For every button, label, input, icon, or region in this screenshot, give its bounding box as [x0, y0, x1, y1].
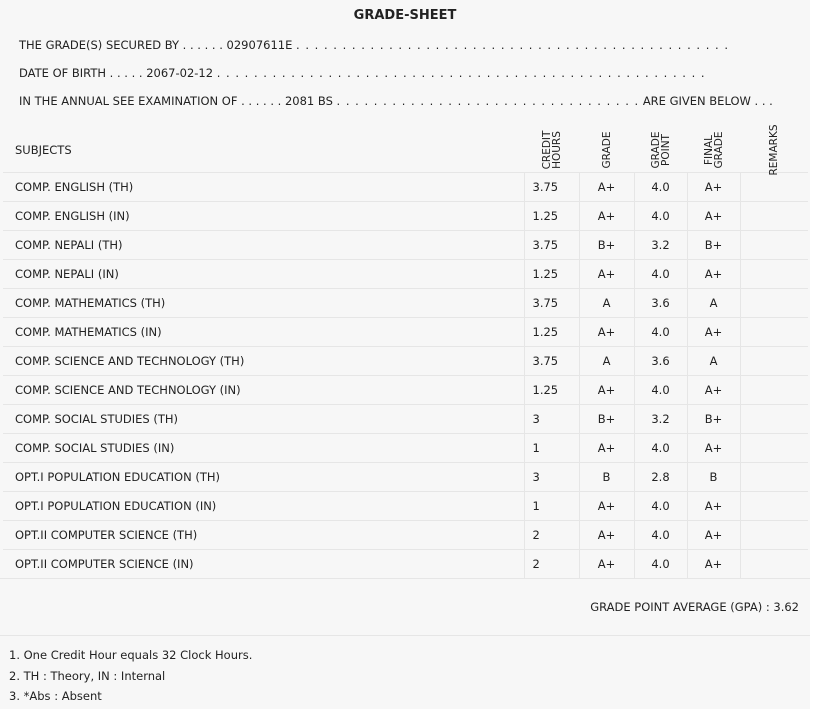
remarks-cell — [740, 491, 808, 520]
subject-cell: COMP. MATHEMATICS (IN) — [3, 317, 524, 346]
subject-cell: COMP. SCIENCE AND TECHNOLOGY (IN) — [3, 375, 524, 404]
remarks-cell — [740, 288, 808, 317]
final-grade-cell: A — [687, 288, 740, 317]
grade-cell: A+ — [579, 259, 634, 288]
date-of-birth-line — [19, 66, 706, 80]
grade-cell: A+ — [579, 549, 634, 578]
subject-cell: COMP. NEPALI (TH) — [3, 230, 524, 259]
table-row — [3, 549, 808, 578]
grade-cell: B — [579, 462, 634, 491]
final-grade-cell: A+ — [687, 172, 740, 201]
grade-point-cell: 4.0 — [634, 317, 687, 346]
table-row — [3, 259, 808, 288]
table-row — [3, 230, 808, 259]
subject-cell: OPT.I POPULATION EDUCATION (IN) — [3, 491, 524, 520]
remarks-cell — [740, 462, 808, 491]
grade-point-cell: 4.0 — [634, 259, 687, 288]
subject-cell: COMP. SOCIAL STUDIES (TH) — [3, 404, 524, 433]
grade-point-cell: 3.2 — [634, 230, 687, 259]
remarks-cell — [740, 375, 808, 404]
final-grade-cell: A+ — [687, 259, 740, 288]
grade-cell: A — [579, 346, 634, 375]
remarks-cell — [740, 201, 808, 230]
remarks-cell — [740, 172, 808, 201]
remarks-cell — [740, 317, 808, 346]
exam-dots: . . . . . . . . . . . . . . . . . . . . . . . . . . . . . . . . . — [336, 94, 640, 108]
final-grade-header: FINAL GRADE — [702, 131, 725, 169]
grades-table — [3, 124, 808, 578]
grade-point-cell: 4.0 — [634, 433, 687, 462]
table-header-row — [3, 128, 808, 172]
dob-label: DATE OF BIRTH . . . . . — [19, 66, 143, 80]
subject-cell: COMP. SOCIAL STUDIES (IN) — [3, 433, 524, 462]
final-grade-cell: A+ — [687, 317, 740, 346]
credit-hours-cell: 2 — [524, 549, 579, 578]
final-grade-cell: B+ — [687, 230, 740, 259]
table-row — [3, 201, 808, 230]
subjects-header: SUBJECTS — [15, 142, 72, 157]
credit-hours-cell: 1 — [524, 491, 579, 520]
table-row — [3, 520, 808, 549]
final-grade-cell: B+ — [687, 404, 740, 433]
grade-cell: A+ — [579, 520, 634, 549]
grade-cell: A+ — [579, 433, 634, 462]
table-row — [3, 404, 808, 433]
grade-point-cell: 3.6 — [634, 346, 687, 375]
grade-point-cell: 4.0 — [634, 375, 687, 404]
grade-point-cell: 2.8 — [634, 462, 687, 491]
remarks-cell — [740, 346, 808, 375]
grade-cell: A+ — [579, 375, 634, 404]
subject-cell: COMP. ENGLISH (TH) — [3, 172, 524, 201]
footnote: 1. One Credit Hour equals 32 Clock Hours. — [9, 648, 253, 662]
credit-hours-cell: 3 — [524, 462, 579, 491]
table-row — [3, 433, 808, 462]
secured-by-label: THE GRADE(S) SECURED BY . . . . . . — [19, 38, 223, 52]
final-grade-cell: A+ — [687, 549, 740, 578]
grade-cell: A+ — [579, 491, 634, 520]
table-row — [3, 375, 808, 404]
footnotes — [9, 645, 252, 707]
subject-cell: OPT.II COMPUTER SCIENCE (TH) — [3, 520, 524, 549]
grade-cell: A+ — [579, 172, 634, 201]
table-row — [3, 491, 808, 520]
credit-hours-cell: 3.75 — [524, 230, 579, 259]
credit-hours-cell: 1 — [524, 433, 579, 462]
secured-by-dots: . . . . . . . . . . . . . . . . . . . . . . . . . . . . . . . . . . . . . . . . . . . . . . . — [296, 38, 729, 52]
remarks-cell — [740, 433, 808, 462]
final-grade-cell: A+ — [687, 433, 740, 462]
credit-hours-cell: 1.25 — [524, 317, 579, 346]
grade-point-cell: 3.2 — [634, 404, 687, 433]
final-grade-cell: A+ — [687, 520, 740, 549]
subject-cell: COMP. MATHEMATICS (TH) — [3, 288, 524, 317]
grade-point-header: GRADE POINT — [649, 131, 672, 169]
remarks-cell — [740, 259, 808, 288]
final-grade-cell: A+ — [687, 491, 740, 520]
table-row — [3, 462, 808, 491]
page-title: GRADE-SHEET — [353, 8, 457, 23]
credit-hours-cell: 3.75 — [524, 346, 579, 375]
gpa-value: GRADE POINT AVERAGE (GPA) : 3.62 — [590, 600, 799, 614]
credit-hours-cell: 1.25 — [524, 375, 579, 404]
credit-hours-cell: 1.25 — [524, 259, 579, 288]
grade-point-cell: 4.0 — [634, 549, 687, 578]
credit-hours-cell: 1.25 — [524, 201, 579, 230]
remarks-header: REMARKS — [768, 124, 780, 176]
dob-dots: . . . . . . . . . . . . . . . . . . . . . . . . . . . . . . . . . . . . . . . . . . . . . . . . . . . . . — [216, 66, 706, 80]
subject-cell: COMP. SCIENCE AND TECHNOLOGY (TH) — [3, 346, 524, 375]
exam-year: 2081 BS — [284, 94, 333, 108]
subject-cell: COMP. NEPALI (IN) — [3, 259, 524, 288]
grade-point-cell: 3.6 — [634, 288, 687, 317]
secured-by-line — [19, 38, 729, 52]
final-grade-cell: A+ — [687, 201, 740, 230]
grade-cell: A+ — [579, 201, 634, 230]
remarks-cell — [740, 549, 808, 578]
grade-header: GRADE — [600, 131, 613, 169]
table-row — [3, 288, 808, 317]
grade-cell: B+ — [579, 404, 634, 433]
grade-point-cell: 4.0 — [634, 172, 687, 201]
grade-cell: A — [579, 288, 634, 317]
credit-hours-cell: 2 — [524, 520, 579, 549]
exam-label: IN THE ANNUAL SEE EXAMINATION OF . . . . . . — [19, 94, 282, 108]
symbol-number: 02907611E — [226, 38, 293, 52]
credit-hours-cell: 3.75 — [524, 288, 579, 317]
grade-point-cell: 4.0 — [634, 491, 687, 520]
table-row — [3, 172, 808, 201]
remarks-cell — [740, 230, 808, 259]
dob-value: 2067-02-12 — [146, 66, 214, 80]
subject-cell: COMP. ENGLISH (IN) — [3, 201, 524, 230]
remarks-cell — [740, 520, 808, 549]
final-grade-cell: A — [687, 346, 740, 375]
footnote: 2. TH : Theory, IN : Internal — [9, 668, 166, 683]
grade-point-cell: 4.0 — [634, 201, 687, 230]
credit-hours-cell: 3 — [524, 404, 579, 433]
gpa-section — [0, 578, 810, 636]
subject-cell: OPT.II COMPUTER SCIENCE (IN) — [3, 549, 524, 578]
table-row — [3, 346, 808, 375]
final-grade-cell: A+ — [687, 375, 740, 404]
examination-line — [19, 94, 773, 108]
credit-hours-cell: 3.75 — [524, 172, 579, 201]
grade-cell: A+ — [579, 317, 634, 346]
exam-suffix: ARE GIVEN BELOW . . . — [642, 94, 773, 108]
footnote: 3. *Abs : Absent — [9, 689, 102, 703]
credit-hours-header: CREDIT HOURS — [540, 130, 563, 170]
remarks-cell — [740, 404, 808, 433]
grade-cell: B+ — [579, 230, 634, 259]
final-grade-cell: B — [687, 462, 740, 491]
subject-cell: OPT.I POPULATION EDUCATION (TH) — [3, 462, 524, 491]
table-row — [3, 317, 808, 346]
grade-point-cell: 4.0 — [634, 520, 687, 549]
